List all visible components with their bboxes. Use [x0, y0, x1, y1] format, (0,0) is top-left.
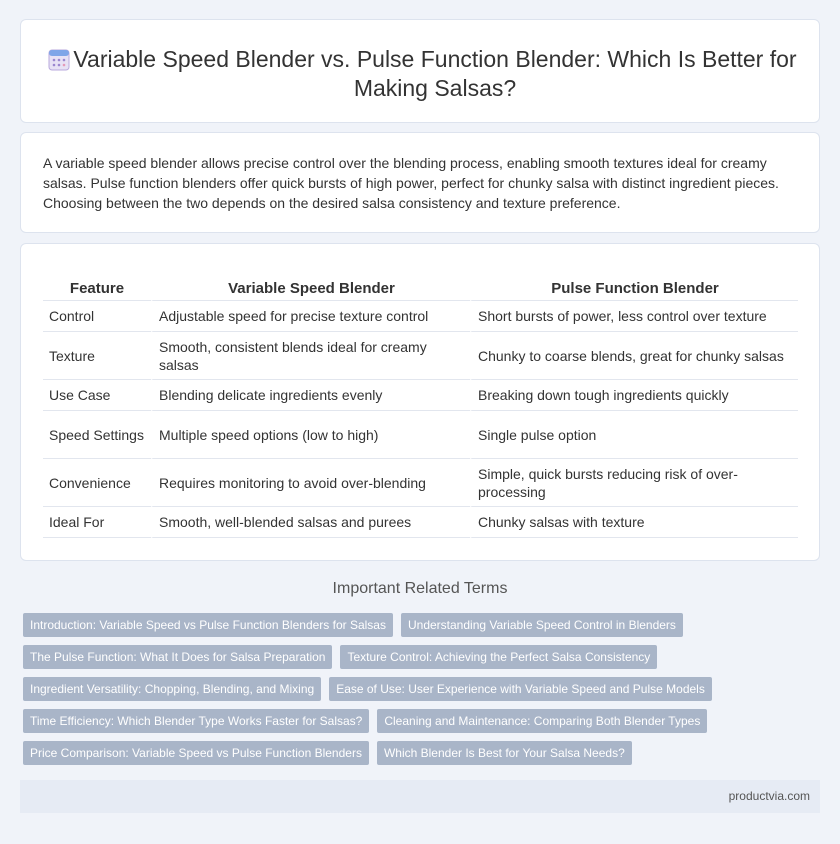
intro-text: A variable speed blender allows precise control over the blending process, enabling smooth textures ideal for creamy salsas. Pulse function blenders offer quick bursts of high power, perfect for chunky salsa with distinct ingredient pieces. Choosing between the two depends on the desired salsa consistency and texture preference. [43, 155, 779, 211]
variable-speed-cell: Multiple speed options (low to high) [151, 411, 470, 459]
pulse-function-cell: Single pulse option [470, 411, 798, 459]
table-row [43, 332, 798, 380]
feature-cell: Convenience [43, 459, 151, 507]
related-term-tag[interactable]: Time Efficiency: Which Blender Type Works Faster for Salsas? [23, 709, 369, 733]
page-title: Variable Speed Blender vs. Pulse Function Blender: Which Is Better for Making Salsas? [73, 46, 797, 101]
related-term-tag[interactable]: The Pulse Function: What It Does for Salsa Preparation [23, 645, 332, 669]
table-header-row [43, 276, 798, 301]
feature-cell: Ideal For [43, 507, 151, 538]
footer-site-link[interactable]: productvia.com [728, 789, 810, 803]
variable-speed-cell: Requires monitoring to avoid over-blending [151, 459, 470, 507]
variable-speed-cell: Adjustable speed for precise texture control [151, 301, 470, 332]
pulse-function-cell: Breaking down tough ingredients quickly [470, 380, 798, 411]
variable-speed-cell: Smooth, consistent blends ideal for creamy salsas [151, 332, 470, 380]
related-term-tag[interactable]: Introduction: Variable Speed vs Pulse Function Blenders for Salsas [23, 613, 393, 637]
feature-cell: Use Case [43, 380, 151, 411]
footer [20, 780, 820, 813]
table-row [43, 411, 798, 459]
table-row [43, 459, 798, 507]
related-term-tag[interactable]: Price Comparison: Variable Speed vs Pulse Function Blenders [23, 741, 369, 765]
header-feature: Feature [43, 276, 151, 301]
feature-cell: Speed Settings [43, 411, 151, 459]
pulse-function-cell: Chunky salsas with texture [470, 507, 798, 538]
variable-speed-cell: Smooth, well-blended salsas and purees [151, 507, 470, 538]
related-term-tag[interactable]: Ease of Use: User Experience with Variable Speed and Pulse Models [329, 677, 712, 701]
pulse-function-cell: Simple, quick bursts reducing risk of over-processing [470, 459, 798, 507]
related-term-tag[interactable]: Understanding Variable Speed Control in Blenders [401, 613, 683, 637]
table-row [43, 507, 798, 538]
related-term-tag[interactable]: Cleaning and Maintenance: Comparing Both Blender Types [377, 709, 707, 733]
intro-card [20, 132, 820, 233]
header-variable-speed: Variable Speed Blender [151, 276, 470, 301]
related-term-tag[interactable]: Texture Control: Achieving the Perfect Salsa Consistency [340, 645, 657, 669]
feature-cell: Texture [43, 332, 151, 380]
variable-speed-cell: Blending delicate ingredients evenly [151, 380, 470, 411]
header-pulse-function: Pulse Function Blender [470, 276, 798, 301]
pulse-function-cell: Chunky to coarse blends, great for chunky salsas [470, 332, 798, 380]
comparison-table [43, 276, 798, 538]
table-row [43, 301, 798, 332]
table-row [43, 380, 798, 411]
comparison-card [20, 243, 820, 561]
header-card [20, 19, 820, 123]
pulse-function-cell: Short bursts of power, less control over texture [470, 301, 798, 332]
related-term-tag[interactable]: Which Blender Is Best for Your Salsa Needs? [377, 741, 632, 765]
related-terms-title: Important Related Terms [332, 580, 508, 597]
related-term-tag[interactable]: Ingredient Versatility: Chopping, Blending, and Mixing [23, 677, 321, 701]
related-terms-list [23, 613, 823, 773]
feature-cell: Control [43, 301, 151, 332]
